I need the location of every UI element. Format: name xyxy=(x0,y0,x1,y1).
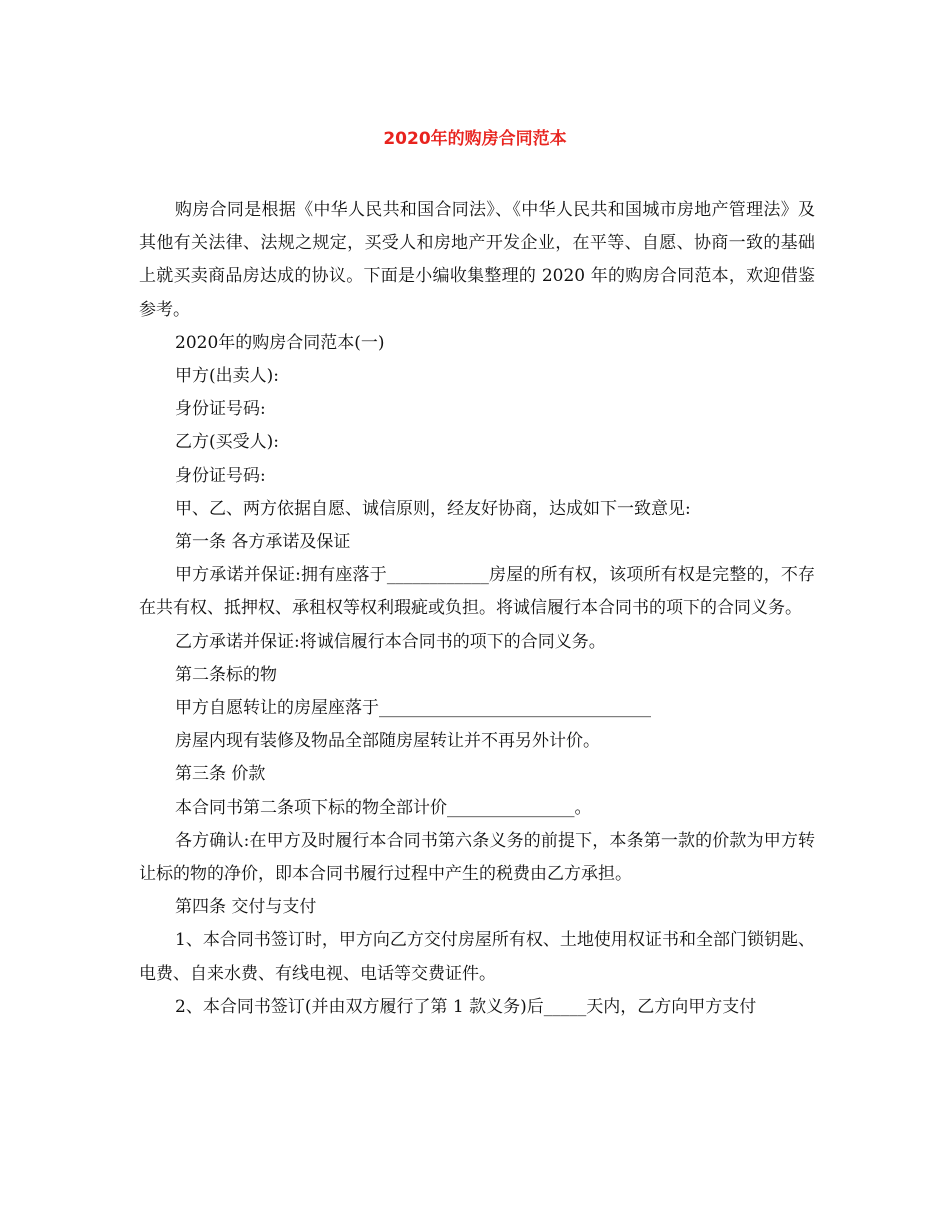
paragraph-agreement: 甲、乙、两方依据自愿、诚信原则，经友好协商，达成如下一致意见: xyxy=(175,498,691,519)
paragraph-party-a-id: 身份证号码: xyxy=(175,399,266,420)
paragraph-article-4: 第四条 交付与支付 xyxy=(175,897,317,918)
document-title: 2020年的购房合同范本 xyxy=(383,129,567,149)
paragraph-delivery-1: 1、本合同书签订时，甲方向乙方交付房屋所有权、土地使用权证书和全部门锁钥匙、电费、自来水费、有线电视、电话等交费证件。 xyxy=(139,930,815,984)
paragraph-article-2: 第二条标的物 xyxy=(175,664,277,685)
paragraph-section-heading: 2020年的购房合同范本(一) xyxy=(175,332,385,353)
paragraph-furnishings: 房屋内现有装修及物品全部随房屋转让并不再另外计价。 xyxy=(175,731,600,752)
paragraph-party-a-warranty: 甲方承诺并保证:拥有座落于____________房屋的所有权，该项所有权是完整的，不存在共有权、抵押权、承租权等权利瑕疵或负担。将诚信履行本合同书的项下的合同义务。 xyxy=(139,565,815,619)
paragraph-article-1: 第一条 各方承诺及保证 xyxy=(175,532,351,553)
paragraph-article-3: 第三条 价款 xyxy=(175,764,266,785)
paragraph-intro: 购房合同是根据《中华人民共和国合同法》、《中华人民共和国城市房地产管理法》及其他有关法律、法规之规定，买受人和房地产开发企业，在平等、自愿、协商一致的基础上就买卖商品房达成的协议。下面是小编收集整理的 2020 年的购房合同范本，欢迎借鉴参考。 xyxy=(139,200,815,320)
paragraph-price-confirmation: 各方确认:在甲方及时履行本合同书第六条义务的前提下，本条第一款的价款为甲方转让标的物的净价，即本合同书履行过程中产生的税费由乙方承担。 xyxy=(139,830,815,885)
paragraph-party-a: 甲方(出卖人): xyxy=(175,366,279,387)
paragraph-delivery-2: 2、本合同书签订(并由双方履行了第 1 款义务)后_____天内，乙方向甲方支付 xyxy=(175,996,757,1017)
paragraph-property-location: 甲方自愿转让的房屋座落于________________________________ xyxy=(175,698,651,719)
paragraph-party-b-id: 身份证号码: xyxy=(175,465,266,486)
paragraph-party-b-warranty: 乙方承诺并保证:将诚信履行本合同书的项下的合同义务。 xyxy=(175,631,606,652)
paragraph-price: 本合同书第二条项下标的物全部计价_______________。 xyxy=(175,797,592,818)
paragraph-party-b: 乙方(买受人): xyxy=(175,432,279,453)
document-body xyxy=(139,194,815,1024)
